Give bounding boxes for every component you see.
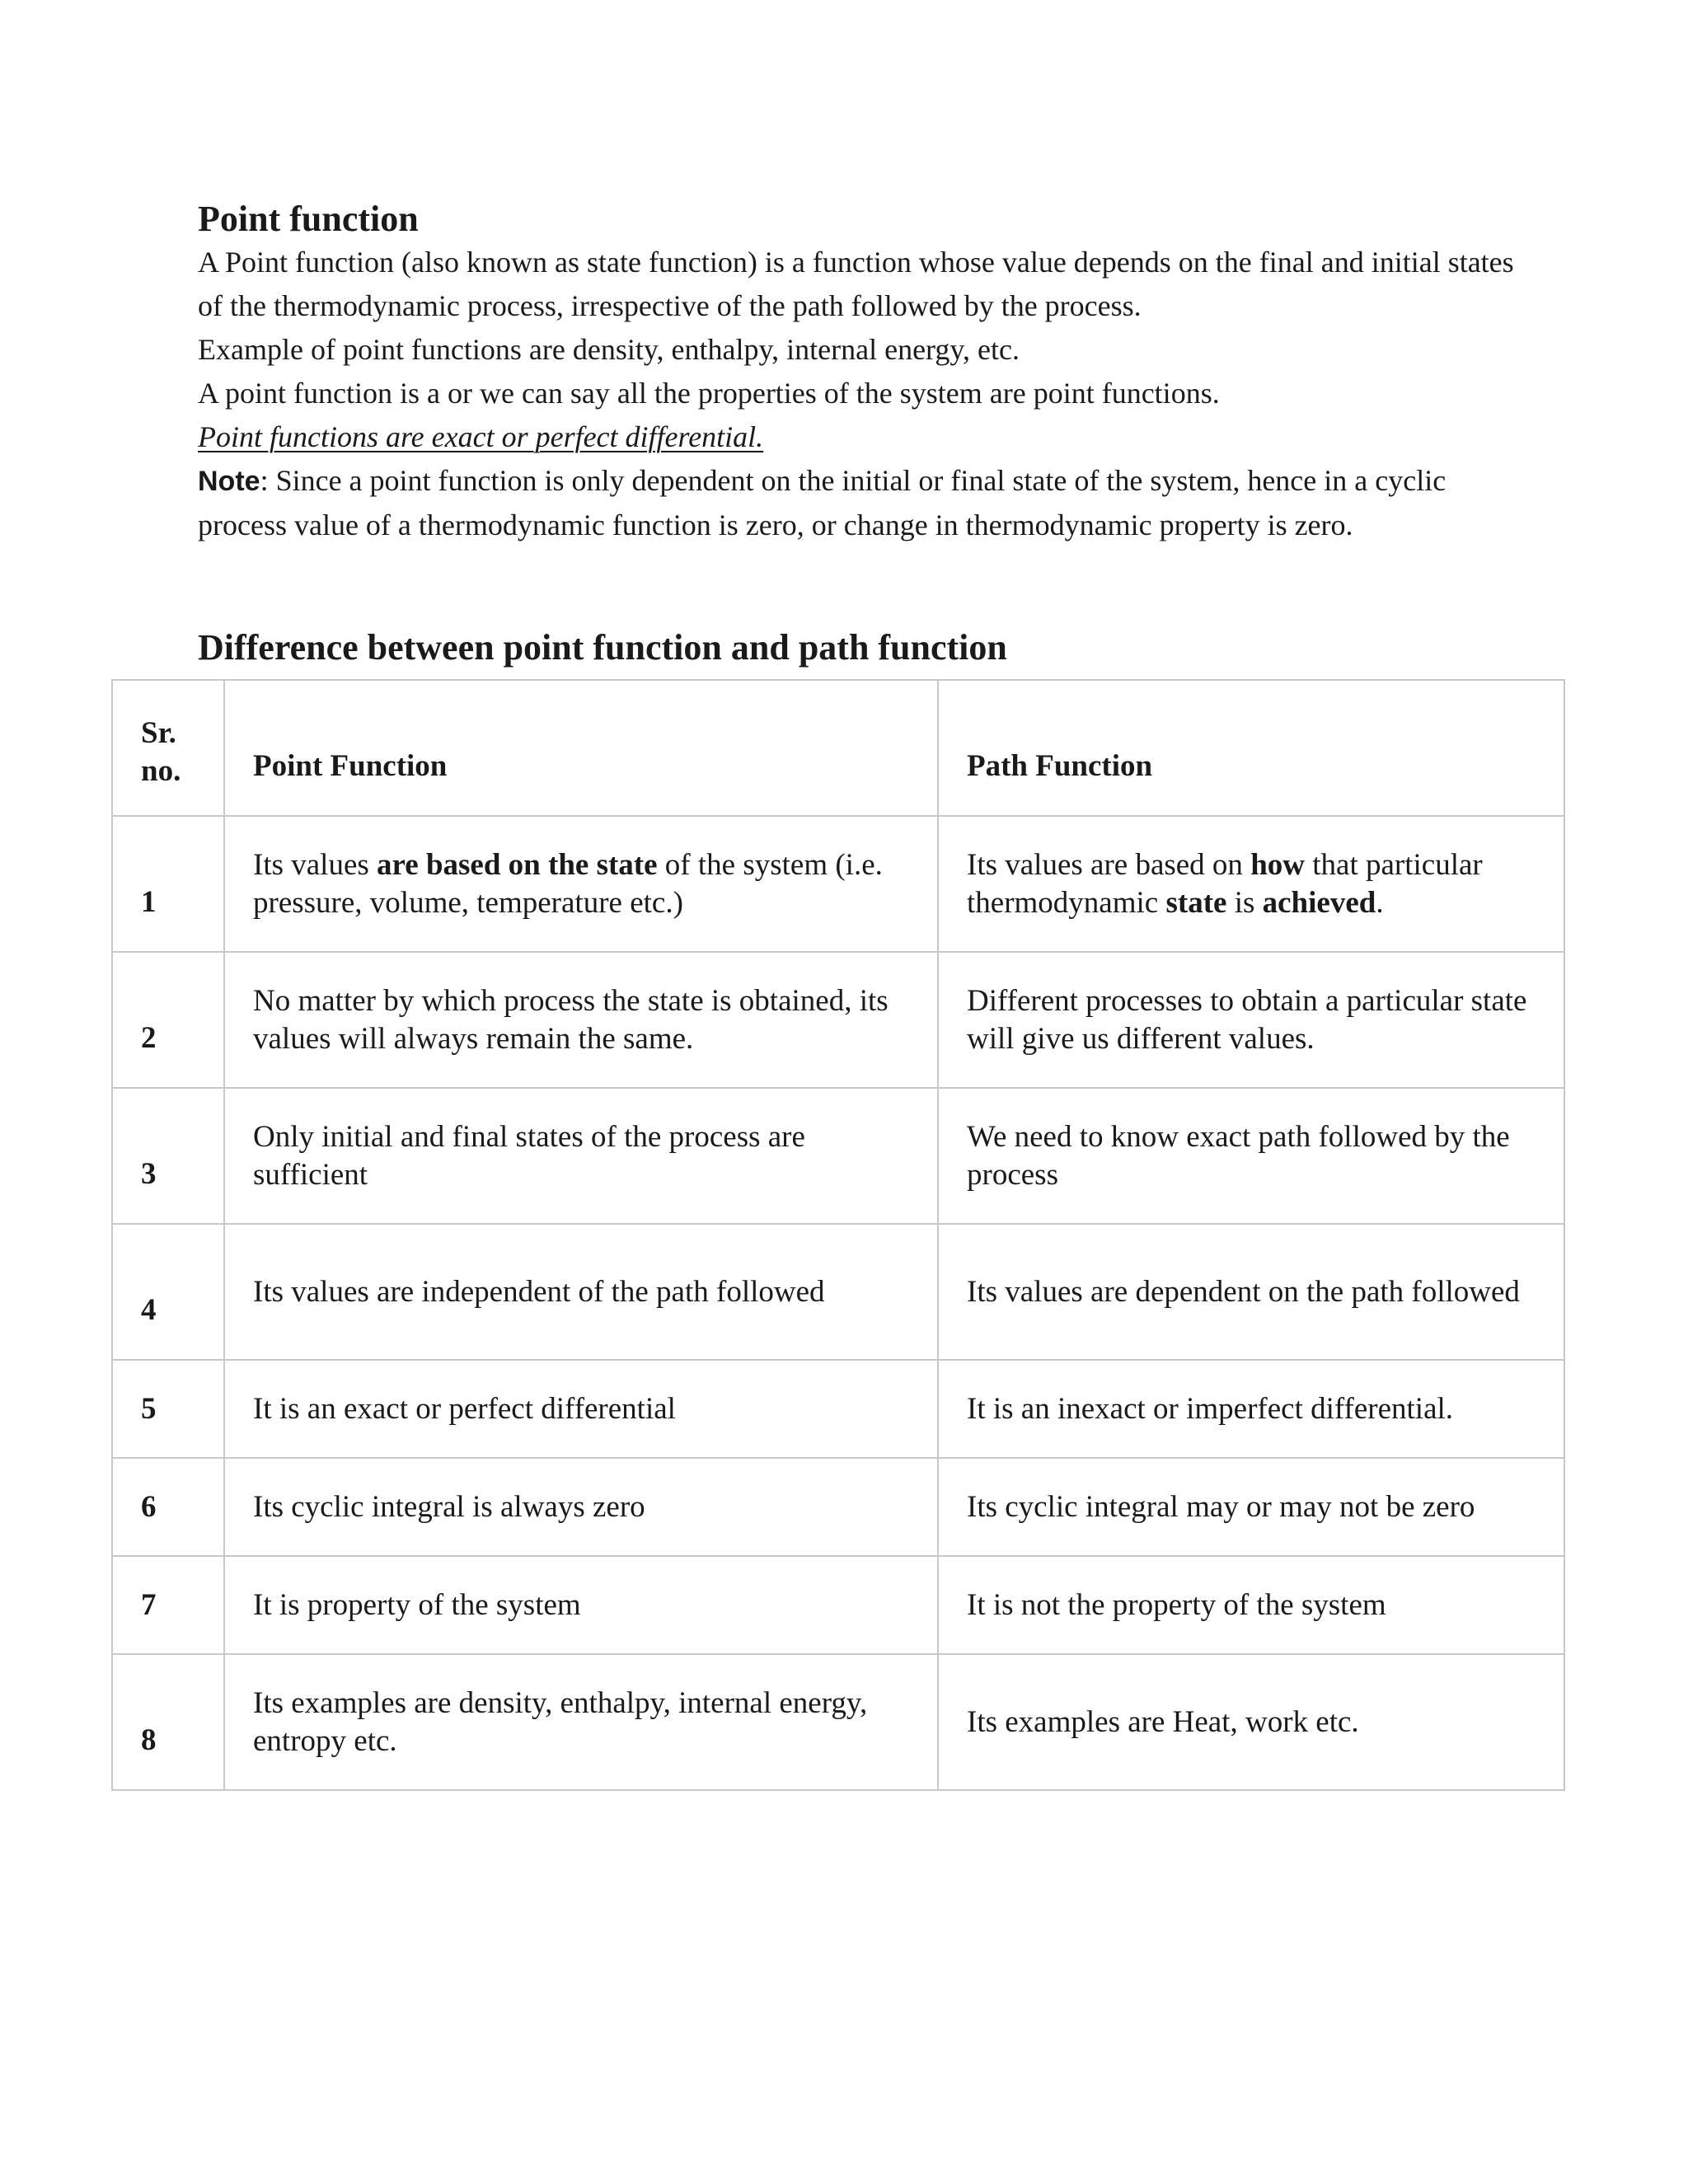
cell-text: that particular thermodynamic (967, 847, 1483, 920)
row-number: 2 (112, 952, 224, 1088)
comparison-table (111, 679, 1565, 1791)
note-label: Note (198, 466, 260, 497)
point-cell: It is an exact or perfect differential (224, 1360, 938, 1458)
note-paragraph (198, 459, 1533, 547)
difference-heading: Difference between point function and path function (198, 627, 1007, 668)
path-cell: We need to know exact path followed by the process (938, 1088, 1564, 1224)
point-cell: Its examples are density, enthalpy, internal energy, entropy etc. (224, 1654, 938, 1790)
table-row (112, 1224, 1564, 1360)
cell-text-bold: state (1165, 885, 1227, 920)
path-cell: It is an inexact or imperfect differential. (938, 1360, 1564, 1458)
path-cell: Different processes to obtain a particular state will give us different values. (938, 952, 1564, 1088)
exact-differential-statement: Point functions are exact or perfect differential. (198, 420, 764, 453)
row-number: 6 (112, 1458, 224, 1556)
cell-text: is (1226, 885, 1263, 920)
cell-text: Its values are based on (967, 847, 1251, 882)
cell-text: of the system (i.e. pressure, volume, temperature etc.) (253, 847, 883, 920)
cell-text-bold: how (1250, 847, 1305, 882)
point-cell: No matter by which process the state is obtained, its values will always remain the same. (224, 952, 938, 1088)
row-number: 7 (112, 1556, 224, 1654)
table-row (112, 952, 1564, 1088)
path-cell: Its examples are Heat, work etc. (938, 1654, 1564, 1790)
examples-paragraph: Example of point functions are density, enthalpy, internal energy, etc. (198, 333, 1020, 366)
definition-paragraph: A Point function (also known as state function) is a function whose value depends on the final and initial states of the thermodynamic process, irrespective of the path followed by the process. (198, 246, 1514, 322)
path-cell (938, 816, 1564, 952)
path-cell: Its cyclic integral may or may not be zero (938, 1458, 1564, 1556)
row-number: 8 (112, 1654, 224, 1790)
row-number: 3 (112, 1088, 224, 1224)
table-row (112, 816, 1564, 952)
row-number: 5 (112, 1360, 224, 1458)
table-row (112, 1088, 1564, 1224)
note-text: : Since a point function is only dependent on the initial or final state of the system, hence in a cyclic process value of a thermodynamic function is zero, or change in thermodynamic property is zero. (198, 464, 1447, 541)
table-row (112, 1654, 1564, 1790)
point-cell (224, 816, 938, 952)
path-cell: It is not the property of the system (938, 1556, 1564, 1654)
point-cell: Its values are independent of the path followed (224, 1224, 938, 1360)
table-row (112, 1360, 1564, 1458)
cell-text: Its values (253, 847, 377, 882)
point-cell: Only initial and final states of the process are sufficient (224, 1088, 938, 1224)
path-cell: Its values are dependent on the path followed (938, 1224, 1564, 1360)
properties-paragraph: A point function is a or we can say all the properties of the system are point functions. (198, 377, 1220, 410)
table-header-row (112, 680, 1564, 816)
cell-text-bold: are based on the state (377, 847, 658, 882)
row-number: 1 (112, 816, 224, 952)
table-row (112, 1458, 1564, 1556)
cell-text-bold: achieved (1262, 885, 1376, 920)
point-function-section (198, 198, 1533, 547)
header-point-function: Point Function (224, 680, 938, 816)
cell-text: . (1376, 885, 1384, 920)
point-cell: Its cyclic integral is always zero (224, 1458, 938, 1556)
header-sr-no: Sr. no. (112, 680, 224, 816)
header-path-function: Path Function (938, 680, 1564, 816)
section-heading: Point function (198, 199, 419, 239)
point-cell: It is property of the system (224, 1556, 938, 1654)
row-number: 4 (112, 1224, 224, 1360)
table-row (112, 1556, 1564, 1654)
